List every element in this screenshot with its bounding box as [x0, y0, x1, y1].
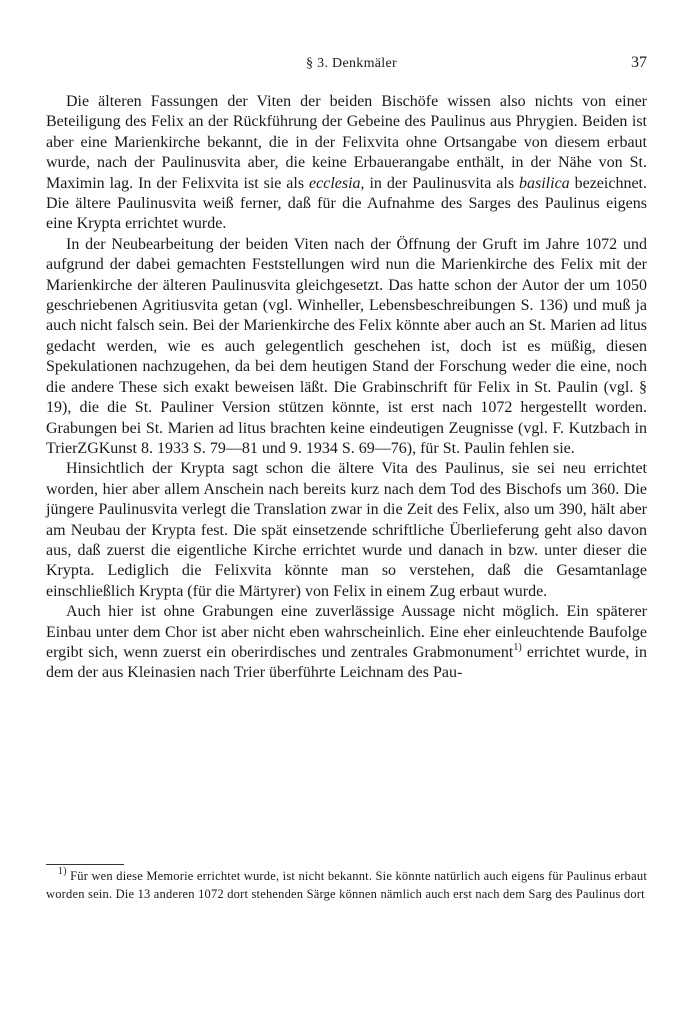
footnote: [46, 865, 647, 903]
paragraph: In der Neubearbeitung der beiden Viten nach der Öffnung der Gruft im Jahre 1072 und aufgrund der dabei gemachten Feststellungen wird nun die Marienkirche des Felix mit der Marienkirche der älteren Paulinusvita gleichgesetzt. Das hatte schon der Autor der um 1050 geschriebenen Agritiusvita getan (vgl. Winheller, Lebensbeschreibungen S. 136) und muß ja auch nicht falsch sein. Bei der Marienkirche des Felix könnte aber auch an St. Marien ad litus gedacht werden, wie es auch gelegentlich geschehen ist, doch ist es müßig, diesen Spekulationen nachzugehen, da bei dem heutigen Stand der Forschung weder die eine, noch die andere These sich exakt beweisen läßt. Die Grabinschrift für Felix in St. Paulin (vgl. § 19), die die St. Pauliner Version stützen könnte, ist erst nach 1072 hergestellt worden. Grabungen bei St. Marien ad litus brachten keine eindeutigen Zeugnisse (vgl. F. Kutzbach in TrierZGKunst 8. 1933 S. 79—81 und 9. 1934 S. 69—76), für St. Paulin fehlen sie.: [46, 235, 647, 457]
paragraph: Auch hier ist ohne Grabungen eine zuverlässige Aussage nicht möglich. Ein späterer Einbau unter dem Chor ist aber nicht eben wahrscheinlich. Eine eher einleuchtende Baufolge ergibt sich, wenn zuerst ein oberirdisches und zentrales Grabmonument$^{1)}$ errichtet wurde, in dem der aus Kleinasien nach Trier überführte Leichnam des Pau-: [46, 603, 647, 682]
footnote-divider: [46, 864, 124, 865]
latin-term: ecclesia: [309, 174, 361, 192]
page-number: 37: [631, 54, 647, 71]
running-header: [56, 52, 647, 76]
paragraph: Die älteren Fassungen der Viten der beiden Bischöfe wissen also nichts von einer Beteiligung des Felix an der Rückführung der Gebeine des Paulinus aus Phrygien. Beiden ist aber eine Marienkirche bekannt, die in der Felixvita ohne Ortsangabe von diesem erbaut wurde, nach der Paulinusvita aber, die keine Erbauerangabe enthält, in der Nähe von St. Maximin lag. In der Felixvita ist sie als ecclesia, in der Paulinusvita als basilica bezeichnet. Die ältere Paulinusvita weiß ferner, daß für die Aufnahme des Sarges des Paulinus eigens eine Krypta errichtet wurde.: [46, 93, 648, 233]
paragraph: Hinsichtlich der Krypta sagt schon die ältere Vita des Paulinus, sie sei neu errichtet worden, hier aber allem Anschein nach bereits kurz nach dem Tod des Bischofs um 360. Die jüngere Paulinusvita verlegt die Translation zwar in die Zeit des Felix, also um 390, hält aber am Neubau der Krypta fest. Die spät einsetzende schriftliche Überlieferung geht also davon aus, daß zuerst die eigentliche Kirche errichtet wurde und danach in bzw. unter dieser die Krypta. Lediglich die Felixvita könnte man so verstehen, daß die Gesamtanlage einschließlich Krypta (für die Märtyrer) von Felix in einem Zug erbaut wurde.: [46, 460, 647, 600]
latin-term: basilica: [519, 174, 570, 192]
section-title: § 3. Denkmäler: [306, 56, 397, 71]
footnote-reference: 1): [513, 641, 522, 653]
footnote-text: Für wen diese Memorie errichtet wurde, ist nicht bekannt. Sie könnte natürlich auch eigens für Paulinus erbaut worden sein. Die 13 anderen 1072 dort stehenden Särge können nämlich auch erst nach dem Sarg des Paulinus dort: [46, 869, 647, 901]
body-text: [46, 92, 647, 684]
footnote-marker: 1): [58, 865, 67, 877]
